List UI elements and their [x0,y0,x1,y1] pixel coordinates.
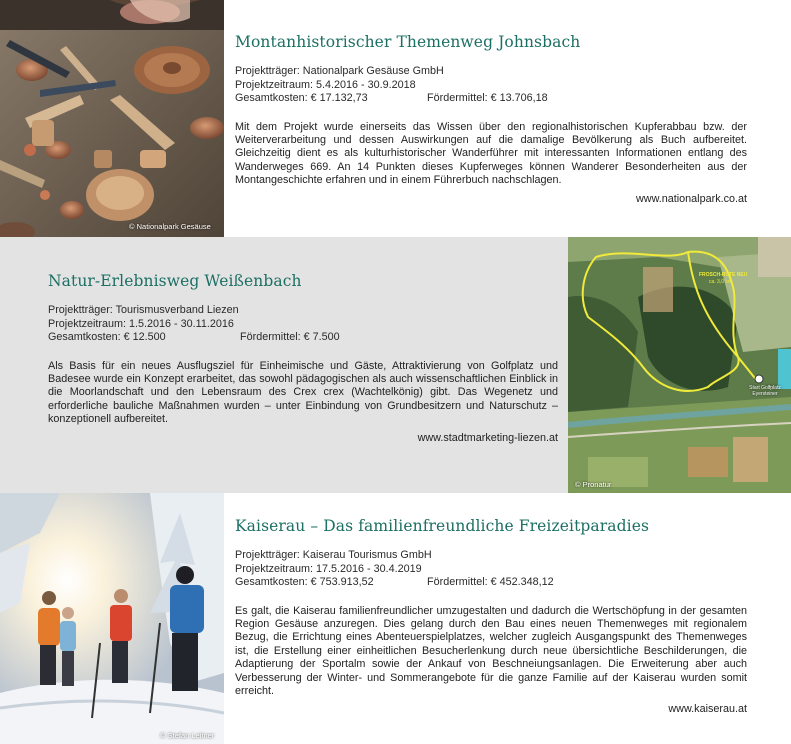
project-period: Projektzeitraum: 5.4.2016 - 30.9.2018 [235,78,416,91]
project-period: Projektzeitraum: 17.5.2016 - 30.4.2019 [235,562,422,575]
map-start-label: Start Golfplatz Eyersteiner [749,385,781,397]
photo-credit: © Nationalpark Gesäuse [129,222,211,231]
project-meta [235,65,747,106]
project-section-johnsbach [0,0,791,237]
project-title: Montanhistorischer Themenweg Johnsbach [235,33,581,51]
project-section-kaiserau [0,493,791,744]
project-period: Projektzeitraum: 1.5.2016 - 30.11.2016 [48,317,234,330]
copper-artifacts-illustration [0,0,224,237]
winter-hikers-illustration [0,493,224,744]
project-website-link[interactable]: www.nationalpark.co.at [635,192,747,205]
project-website-link[interactable]: www.kaiserau.at [668,703,747,716]
project-website-link[interactable]: www.stadtmarketing-liezen.at [417,431,558,444]
aerial-map-illustration [568,237,791,493]
project-text-block [48,272,558,444]
project-meta [48,304,558,345]
total-cost: Gesamtkosten: € 12.500 [48,331,166,343]
funding-amount: Fördermittel: € 13.706,18 [427,92,548,104]
photo-credit: © Pronatur [575,480,612,489]
project-section-weissenbach [0,237,791,493]
project-sponsor: Projektträger: Kaiserau Tourismus GmbH [235,549,432,561]
copper-artifacts-photo [0,0,224,237]
project-description: Es galt, die Kaiserau familienfreundlicher umzugestalten und dadurch die Wertschöpfung in der gesamten Region Gesäuse anzuregen. Dies gelang durch den Bau eines neuen Themenweges mit regionalem Bezug, die Errichtung eines Abenteuerspielplatzes, welcher zugleich Ausgangspunkt des Themenweges ist, die Erstellung einer einheitlichen Besucherlenkung durch neue übersichtliche Beschilderungen, die Adaptierung der Sportalm sowie der Ankauf von Beschneiungsanlagen. Die Erweiterung aber auch Verbesserung der Winter- und Sommerangebote für die ganze Familie auf der Kaiserau wurden somit erreicht. [235,604,747,697]
project-sponsor: Projektträger: Nationalpark Gesäuse GmbH [235,65,444,77]
project-meta [235,549,747,590]
funding-amount: Fördermittel: € 452.348,12 [427,576,554,588]
total-cost: Gesamtkosten: € 17.132,73 [235,92,368,104]
map-distance-label: ca. 3,0 km [709,279,733,285]
project-title: Kaiserau – Das familienfreundliche Freizeitparadies [235,517,650,535]
total-cost: Gesamtkosten: € 753.913,52 [235,576,374,588]
cost-row [48,331,558,345]
project-text-block [235,517,747,715]
winter-hikers-photo [0,493,224,744]
project-title: Natur-Erlebnisweg Weißenbach [48,272,302,290]
funding-amount: Fördermittel: € 7.500 [240,331,340,343]
project-sponsor: Projektträger: Tourismusverband Liezen [48,304,239,316]
cost-row [235,92,747,106]
cost-row [235,576,747,590]
project-description: Als Basis für ein neues Ausflugsziel für Einheimische und Gäste, Attraktivierung von Golfplatz und Badesee wurde ein Konzept erarbeitet, das sowohl pädagogischen als auch wissenschaftlichen Einblick in die Moorlandschaft und den Lebensraum des Crex crex (Wachtelkönig) gibt. Das Wegenetz und erforderliche bauliche Maßnahmen wurden – unter Einbindung von Grundbesitzern und Naturschutz – konzeptionell aufbereitet. [48,359,558,426]
project-text-block [235,33,747,205]
project-description: Mit dem Projekt wurde einerseits das Wissen über den regionalhistorischen Kupferabbau bzw. der Weiterverarbeitung und dessen Auswirkungen auf die damalige Bevölkerung als Buch aufbereitet. Gleichzeitig dient es als kulturhistorischer Wanderführer mit interessanten Informationen entlang des Wanderweges 669. An 14 Punkten dieses Kupferweges können Wanderer Besonderheiten aus der Montangeschichte erfahren und in einem Führerbuch nachschlagen. [235,120,747,187]
map-route-label: FROSCH-RUTE NEU [699,272,748,278]
aerial-route-map [568,237,791,493]
photo-credit: © Stefan Leitner [160,731,215,740]
